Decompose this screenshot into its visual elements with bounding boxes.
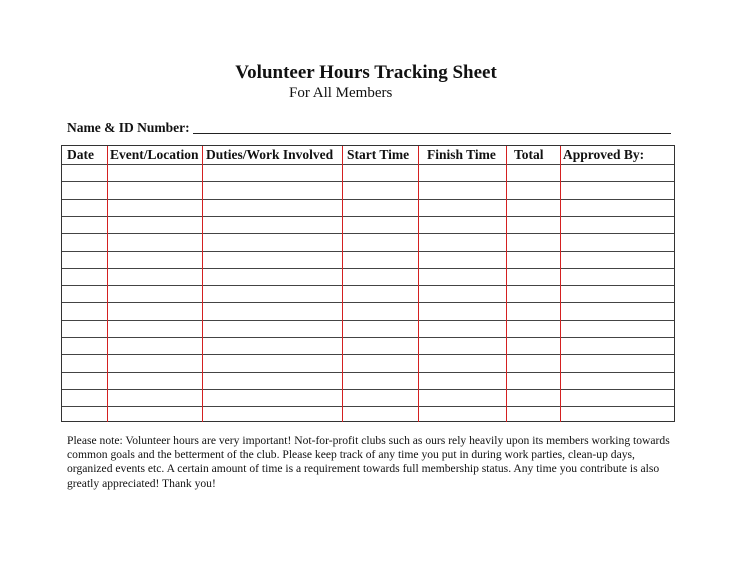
column-header-start: Start Time [347, 147, 410, 162]
name-id-label: Name & ID Number: [67, 120, 190, 135]
column-divider [418, 146, 419, 422]
table-row-line [62, 389, 674, 390]
sheet-title: Volunteer Hours Tracking Sheet [235, 62, 497, 83]
column-header-event: Event/Location [110, 147, 199, 162]
tracking-table [61, 145, 675, 422]
table-row-line [62, 164, 674, 165]
table-row-line [62, 406, 674, 407]
sheet-subtitle: For All Members [289, 85, 393, 101]
table-row-line [62, 285, 674, 286]
column-divider [560, 146, 561, 422]
table-row-line [62, 354, 674, 355]
table-row-line [62, 181, 674, 182]
name-id-field [67, 118, 671, 136]
column-header-date: Date [67, 147, 94, 162]
column-divider [107, 146, 108, 422]
table-row-line [62, 320, 674, 321]
table-row-line [62, 337, 674, 338]
column-divider [506, 146, 507, 422]
table-row-line [62, 233, 674, 234]
table-row-line [62, 302, 674, 303]
table-row-line [62, 268, 674, 269]
column-header-finish: Finish Time [427, 147, 496, 162]
table-row-line [62, 251, 674, 252]
table-row-line [62, 199, 674, 200]
column-divider [342, 146, 343, 422]
table-row-line [62, 372, 674, 373]
volunteer-note: Please note: Volunteer hours are very important! Not-for-profit clubs such as ours rely heavily upon its members working towards common goals and the betterment of the club. Please keep track of any time you put in during work parties, clean-up days, organized events etc. A certain amount of time is a requirement towards full membership status. Any time you contribute is also greatly appreciated! Thank you! [67, 434, 670, 490]
column-header-duties: Duties/Work Involved [206, 147, 334, 162]
table-row-line [62, 216, 674, 217]
column-header-approved: Approved By: [563, 147, 645, 162]
name-id-underline [193, 120, 671, 134]
column-divider [202, 146, 203, 422]
column-header-total: Total [514, 147, 544, 162]
